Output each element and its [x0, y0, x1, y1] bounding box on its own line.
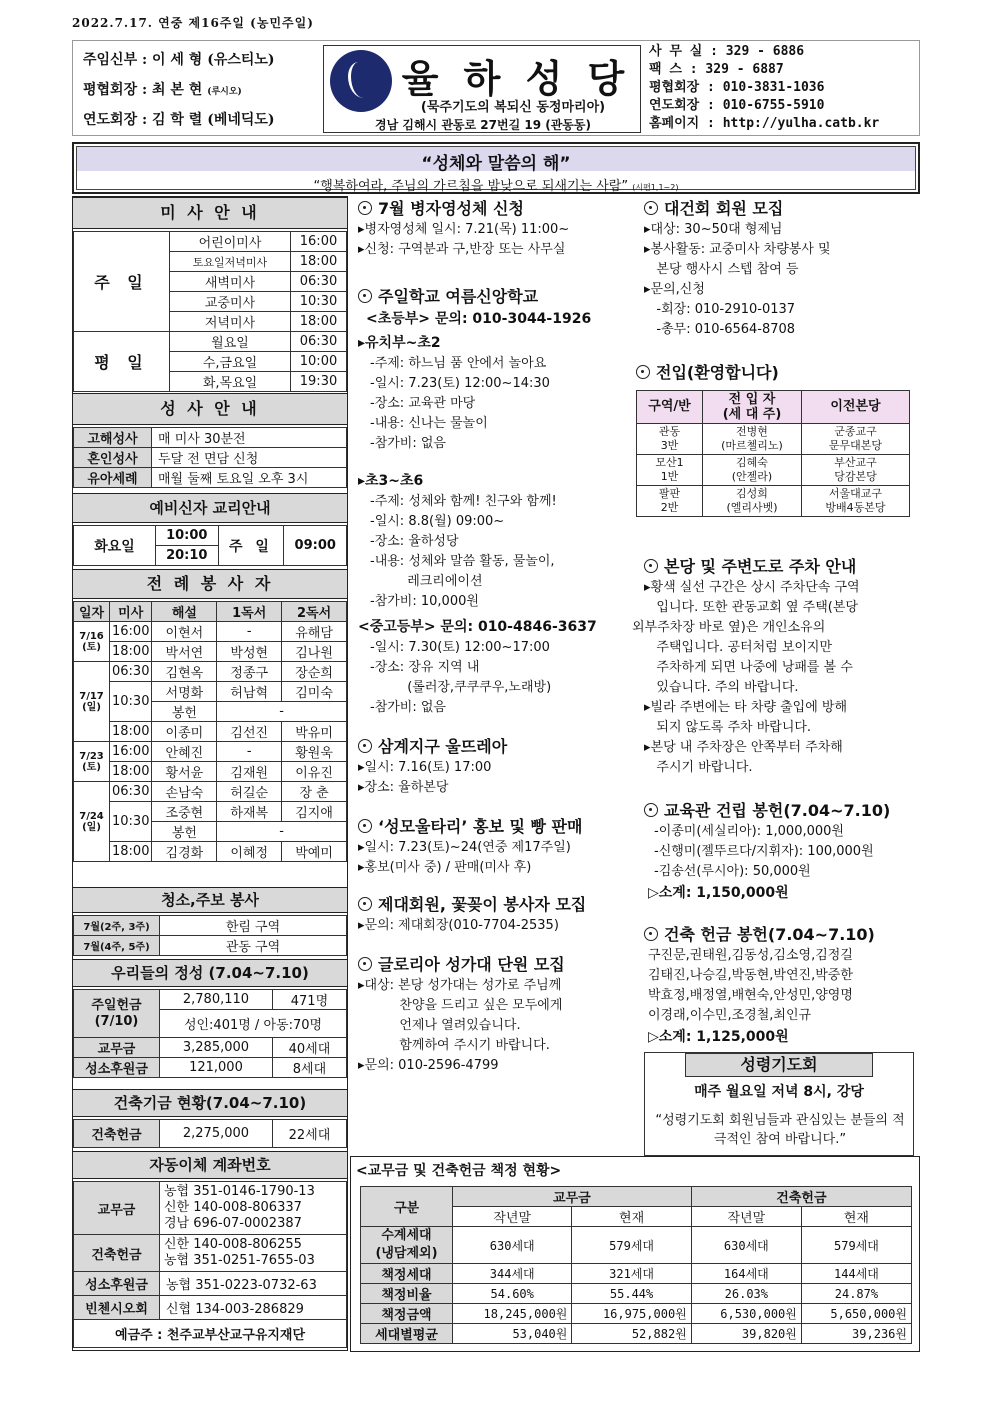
- sick-communion-heading: 7월 병자영성체 신청: [358, 198, 638, 220]
- catechumen-table: 화요일 10:00 주 일 09:00 20:10: [73, 525, 347, 566]
- federation-president: 연도회장 : 김 학 렬 (베네딕도): [83, 112, 275, 128]
- choir-heading: 글로리아 성가대 단원 모집: [358, 954, 638, 976]
- office-phone: 사 무 실 : 329 - 6886: [649, 44, 805, 59]
- pastor: 주임신부 : 이 세 형 (유스티노): [83, 52, 275, 68]
- mass-table: 주 일 어린이미사 16:00 토요일저녁미사 18:00 새벽미사 06:30 교중미사 10:30 저녁미사 18:00 평 일 월요일 06:30 수,금요일 10:00 화,목요일 19:30: [73, 231, 347, 392]
- dateline: 2022.7.17. 연중 제16주일 (농민주일): [72, 16, 314, 30]
- prayer-title: 성령기도회: [685, 1053, 873, 1077]
- sacrament-title: 성 사 안 내: [73, 393, 347, 425]
- catechumen-title: 예비신자 교리안내: [73, 493, 347, 523]
- offering-title: 우리들의 정성 (7.04~7.10): [73, 959, 347, 987]
- right-column: 대건회 회원 모집 ▸대상: 30~50대 형제님 ▸봉사활동: 교중미사 차량봉사 및 본당 행사시 스텝 참여 등 ▸문의,신청 -회장: 010-2910-0137 -총무: 010-6564-8708: [644, 198, 920, 340]
- weekday-label: 평 일: [74, 332, 170, 392]
- president-phone: 평협회장 : 010-3831-1036: [649, 80, 825, 95]
- liturgy-title: 전 례 봉 사 자: [73, 569, 347, 599]
- mass-title: 미 사 안 내: [73, 197, 347, 229]
- theme-quote: “행복하여라, 주님의 가르침을 밤낮으로 되새기는 사람” (시편1,1~2): [313, 179, 679, 194]
- parish-address: 경남 김해시 관동로 27번길 19 (관동동): [375, 118, 591, 132]
- cleaning-title: 청소,주보 봉사: [73, 887, 347, 913]
- welcome-heading: 전입(환영합니다): [636, 362, 779, 384]
- building-offering-heading: 건축 헌금 봉헌(7.04~7.10): [644, 924, 920, 946]
- masthead: [72, 40, 920, 136]
- bullet-circle-icon: [644, 803, 658, 817]
- education-hall-heading: 교육관 건립 봉헌(7.04~7.10): [644, 800, 920, 822]
- parking-heading: 본당 및 주변도로 주차 안내: [644, 556, 920, 578]
- homepage-link[interactable]: 홈페이지 : http://yulha.catb.kr: [649, 116, 880, 131]
- parish-title-box: [323, 45, 641, 133]
- budget-table: 구분 교무금 건축헌금 작년말 현재 작년말 현재 수계세대 (냉담제외) 630세대 579세대 630세대 579세대 책정세대 344세대 321세대 164세대 144세대 책정비율 54.60% 55.44% 26.03% 24.87% 책정금액 18,245,000원 16,975,000원 6,530,000원 5,650,000원 세대별평균 53,040원 52,882원 39,820원 39,236원: [360, 1186, 912, 1344]
- account-holder: 예금주 : 천주교부산교구유지재단: [74, 1320, 347, 1348]
- bullet-circle-icon: [358, 957, 372, 971]
- federation-phone: 연도회장 : 010-6755-5910: [649, 98, 825, 113]
- altar-volunteer-heading: 제대회원, 꽃꽂이 봉사자 모집: [358, 894, 638, 916]
- offering-table: 주일헌금 (7/10) 2,780,110 471명 성인:401명 / 아동:70명 교무금 3,285,000 40세대 성소후원금 121,000 8세대: [73, 989, 347, 1078]
- parish-officers: [73, 41, 321, 137]
- parish-contacts: [649, 43, 921, 133]
- men-club-heading: 대건회 회원 모집: [644, 198, 920, 220]
- left-column: [72, 196, 348, 1351]
- bullet-circle-icon: [358, 201, 372, 215]
- new-parishioners-table: 구역/반 전 입 자 (세 대 주) 이전본당 관동 3반 전병현 (마르첼리노) 군종교구 문무대본당 모산1 1반 김혜숙 (안젤라) 부산교구 당감본당 팔판 2반 김성희 (엘리사벳) 서울대교구 방배4동본당: [636, 390, 910, 517]
- year-theme: [72, 142, 920, 194]
- fax: 팩 스 : 329 - 6887: [649, 62, 784, 77]
- cleaning-table: 7월(2주, 3주) 한림 구역 7월(4주, 5주) 관동 구역: [73, 915, 347, 956]
- sunday-label: 주 일: [74, 232, 170, 332]
- parish-patron: (묵주기도의 복되신 동정마리아): [420, 100, 606, 115]
- building-accounts: 신한 140-008-806255 농협 351-0251-7655-03: [160, 1235, 347, 1272]
- parish-name: 율 하 성 당: [401, 57, 631, 101]
- ultreya-heading: 삼계지구 울뜨레아: [358, 736, 638, 758]
- bullet-circle-icon: [644, 559, 658, 573]
- bullet-circle-icon: [358, 739, 372, 753]
- bullet-circle-icon: [644, 927, 658, 941]
- council-president: 평협회장 : 최 본 현 (루시오): [83, 82, 242, 98]
- middle-column: 7월 병자영성체 신청 ▸병자영성체 일시: 7.21(목) 11:00~ ▸신청: 구역분과 구,반장 또는 사무실 주일학교 여름신앙학교 <초등부> 문의: 010-3044-1926 ▸유치부~초2 -주제: 하느님 품 안에서 놀아요 -일시: 7.23(토) 12:00~14:30 -장소: 교육관 마당 -내용: 신나는 물놀이 -참가비: 없음 ▸초3~초6 -주제: 성체와 함께! 친구와 함께! -일시: 8.8(월) 09:00~ -장소: 율하성당 -내용: 성체와 말씀 활동, 물놀이, 레크리에이션 -참가비: 10,000원 <중고등부> 문의: 010-4846-3637 -일시: 7.30(토) 12:00~17:00 -장소: 장유 지역 내 (롤러장,쿠쿠쿠우,노래방) -참가비: 없음 삼계지구 울뜨레아 ▸일시: 7.16(토) 17:00 ▸장소: 율하본당 ‘성모울타리’ 홍보 및 빵 판매 ▸일시: 7.23(토)~24(연중 제17주일) ▸홍보(미사 중) / 판매(미사 후) 제대회원, 꽃꽂이 봉사자 모집 ▸문의: 제대회장(010-7704-2535) 글로리아 성가대 단원 모집 ▸대상: 본당 성가대는 성가로 주님께 찬양을 드리고 싶은 모두에게 언제나 열려있습니다. 함께하여 주시기 바랍니다. ▸문의: 010-2596-4799: [358, 198, 638, 1076]
- liturgy-roster: 일자 미사 해설 1독서 2독서 7/16 (토) 16:00 이현서 - 유해담 18:00 박서연 박성현 김나원 7/17 (일) 06:30 김현옥 정종구 장순희 10:30 서명화 허남혁 김미숙 봉헌 - 18:00 이종미 김선진 박유미 7/23 (토) 16:00 안혜진 - 황원욱 18:00 황서윤 김재원 이유진 7/24 (일) 06:30 손남숙 허길순 장 춘 10:30 조중현 하재복 김지애 봉헌 - 18:00 김경화 이혜정 박예미: [73, 601, 347, 862]
- accounts-table: 교무금 농협 351-0146-1790-13 신한 140-008-806337 경남 696-07-0002387 건축헌금 신한 140-008-806255 농협 351-0251-7655-03 성소후원금 농협 351-0223-0732-63 빈첸시오회 신협 134-003-286829 예금주 : 천주교부산교구유지재단: [73, 1181, 347, 1348]
- summer-school-heading: 주일학교 여름신앙학교: [358, 286, 638, 308]
- bullet-circle-icon: [644, 201, 658, 215]
- theme-title: “성체와 말씀의 해”: [421, 154, 571, 174]
- bullet-circle-icon: [358, 819, 372, 833]
- sacrament-table: 고해성사 매 미사 30분전 혼인성사 두달 전 면담 신청 유아세례 매월 둘째 토요일 오후 3시: [73, 427, 347, 488]
- accounts-title: 자동이체 계좌번호: [73, 1151, 347, 1179]
- building-fund-table: 건축헌금 2,275,000 22세대: [73, 1119, 347, 1148]
- budget-title: <교무금 및 건축헌금 책정 현황>: [356, 1163, 562, 1179]
- bullet-circle-icon: [358, 289, 372, 303]
- bullet-circle-icon: [358, 897, 372, 911]
- church-accounts: 농협 351-0146-1790-13 신한 140-008-806337 경남 696-07-0002387: [160, 1182, 347, 1235]
- dove-logo-icon: [330, 50, 392, 112]
- parking-notice: 본당 및 주변도로 주차 안내 ▸황색 실선 구간은 상시 주차단속 구역 입니다. 또한 관동교회 옆 주택(본당 외부주차장 바로 옆)은 개인소유의 주택입니다. 공터처럼 보이지만 주차하게 되면 나중에 낭패를 볼 수 있습니다. 주의 바랍니다. ▸빌라 주변에는 타 차량 출입에 방해 되지 않도록 주차 바랍니다. ▸본당 내 주차장은 안쪽부터 주차해 주시기 바랍니다. 교육관 건립 봉헌(7.04~7.10) -이종미(세실리아): 1,000,000원 -신행미(젤뚜르다/지휘자): 100,000원 -김송선(루시아): 50,000원 ▷소계: 1,150,000원 건축 헌금 봉헌(7.04~7.10) 구진문,권태원,김동성,김소영,김정길 김태진,나승길,박동현,박연진,박중한 박효정,배정열,배현숙,안성민,양영명 이경래,이수민,조경철,최인규 ▷소계: 1,125,000원: [644, 556, 920, 1048]
- bread-sale-heading: ‘성모울타리’ 홍보 및 빵 판매: [358, 816, 638, 838]
- prayer-text: “성령기도회 회원님들과 관심있는 분들의 적극적인 참여 바랍니다.”: [655, 1113, 905, 1147]
- prayer-meeting-box: [644, 1052, 914, 1156]
- bullet-circle-icon: [636, 365, 650, 379]
- prayer-time: 매주 월요일 저녁 8시, 강당: [694, 1084, 864, 1100]
- building-fund-title: 건축기금 현황(7.04~7.10): [73, 1089, 347, 1117]
